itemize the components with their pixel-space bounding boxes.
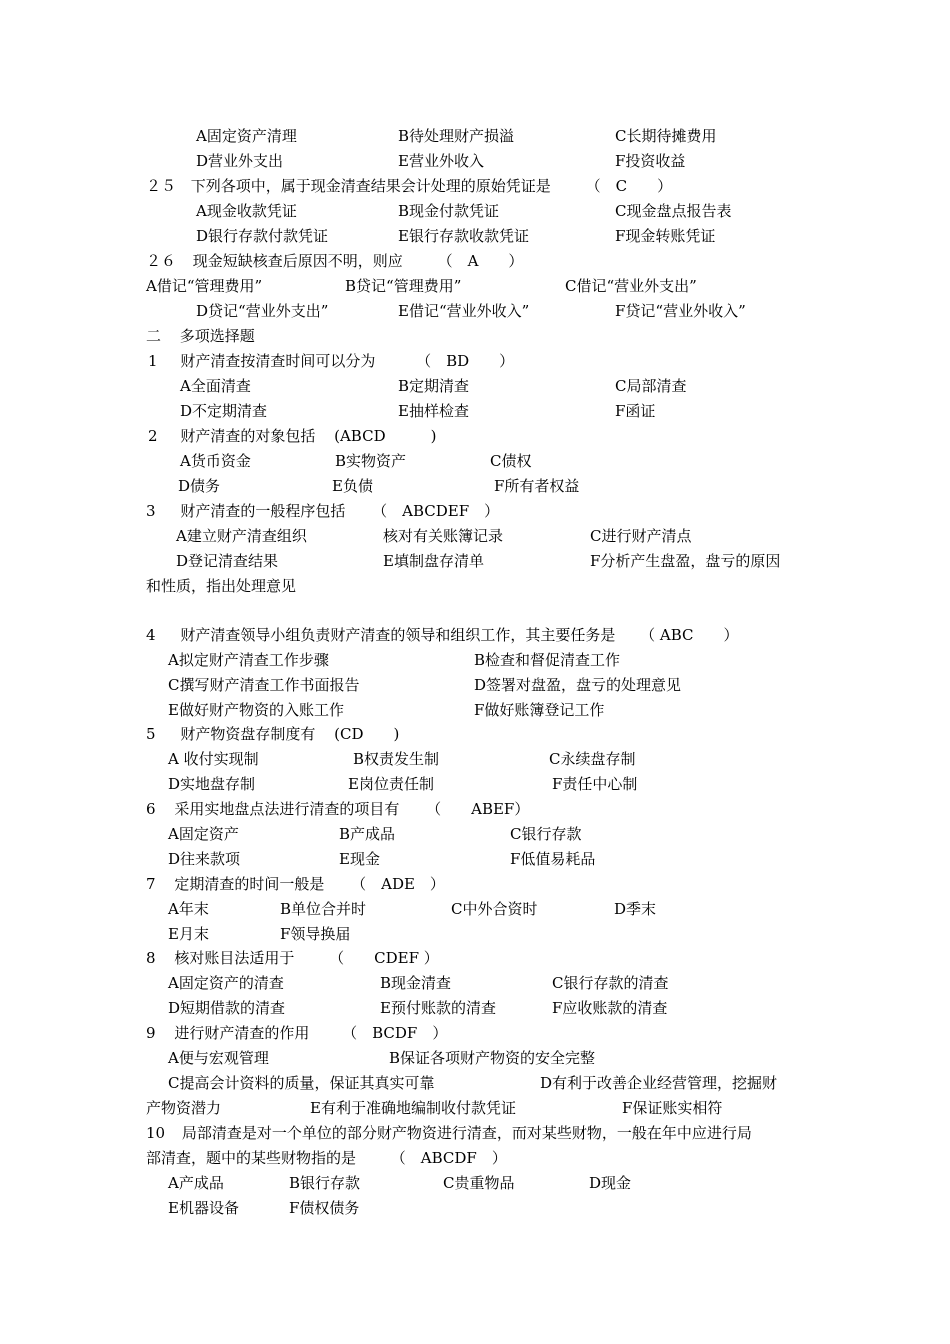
question-answer: （ A ） [437, 252, 524, 270]
option: C长期待摊费用 [615, 127, 717, 145]
question-7 [146, 873, 445, 895]
option: D往来款项 [168, 850, 241, 868]
option: C银行存款的清查 [552, 974, 669, 992]
question-number: 4 [146, 626, 156, 644]
question-25 [146, 175, 672, 197]
section-number: 二 [146, 327, 162, 345]
question-1 [146, 350, 514, 372]
option: C进行财产清点 [590, 527, 692, 545]
option: E机器设备 [168, 1199, 239, 1217]
option: B定期清查 [398, 377, 470, 395]
option: B银行存款 [289, 1174, 361, 1192]
option: D现金 [589, 1174, 632, 1192]
option: E借记“营业外收入” [398, 302, 530, 320]
option: A借记“管理费用” [146, 277, 263, 295]
option: F领导换届 [280, 925, 351, 943]
question-9 [146, 1022, 447, 1044]
question-text: 下列各项中，属于现金清查结果会计处理的原始凭证是 [190, 177, 551, 195]
option: D不定期清查 [180, 402, 268, 420]
option: C永续盘存制 [549, 750, 636, 768]
question-5 [146, 723, 399, 745]
question-number: 8 [146, 949, 156, 967]
option: E银行存款收款凭证 [398, 227, 529, 245]
option: B产成品 [339, 825, 396, 843]
option: E有利于准确地编制收付款凭证 [310, 1099, 516, 1117]
option: F应收账款的清查 [552, 999, 668, 1017]
continuation-text: 和性质，指出处理意见 [146, 577, 297, 595]
option: E营业外收入 [398, 152, 484, 170]
question-number: 5 [146, 725, 156, 743]
question-3 [146, 500, 499, 522]
question-number: 2 [148, 427, 158, 445]
question-answer: （ CDEF ） [329, 949, 439, 967]
option: A固定资产的清查 [168, 974, 284, 992]
option: B权责发生制 [353, 750, 440, 768]
question-26 [146, 250, 523, 272]
question-answer: （ BD ） [416, 352, 515, 370]
option: F所有者权益 [494, 477, 580, 495]
question-text: 局部清查是对一个单位的部分财产物资进行清查，而对某些财物，一般在年中应进行局 [181, 1124, 752, 1142]
question-4 [146, 624, 739, 646]
option: B现金付款凭证 [398, 202, 500, 220]
option: C债权 [490, 452, 532, 470]
question-answer: （ BCDF ） [342, 1024, 448, 1042]
question-number: ２６ [146, 252, 177, 270]
option: C局部清查 [615, 377, 687, 395]
question-number: 9 [146, 1024, 156, 1042]
option: B检查和督促清查工作 [474, 651, 621, 669]
question-answer: （ ABEF） [426, 800, 530, 818]
option: C贵重物品 [443, 1174, 515, 1192]
question-number: 10 [146, 1124, 166, 1142]
option: A现金收款凭证 [196, 202, 297, 220]
question-answer: (ABCD ) [334, 427, 437, 445]
option: F责任中心制 [552, 775, 638, 793]
option: F贷记“营业外收入” [615, 302, 746, 320]
option: D贷记“营业外支出” [196, 302, 329, 320]
option: B待处理财产损溢 [398, 127, 515, 145]
option: A 收付实现制 [168, 750, 259, 768]
question-number: ２５ [146, 177, 177, 195]
option: B贷记“管理费用” [345, 277, 462, 295]
question-answer: (CD ) [334, 725, 400, 743]
option: F分析产生盘盈，盘亏的原因 [590, 552, 781, 570]
option: F函证 [615, 402, 656, 420]
option: C现金盘点报告表 [615, 202, 732, 220]
option: A固定资产清理 [196, 127, 297, 145]
question-10 [146, 1122, 752, 1144]
option: E月末 [168, 925, 209, 943]
option: F投资收益 [615, 152, 686, 170]
question-text: 定期清查的时间一般是 [174, 875, 325, 893]
question-text: 财产清查领导小组负责财产清查的领导和组织工作，其主要任务是 [180, 626, 616, 644]
question-6 [146, 798, 529, 820]
option: D登记清查结果 [176, 552, 279, 570]
option: E填制盘存清单 [383, 552, 484, 570]
option: A拟定财产清查工作步骤 [168, 651, 329, 669]
question-text: 采用实地盘点法进行清查的项目有 [174, 800, 400, 818]
question-text: 财产清查的对象包括 [180, 427, 316, 445]
option: D短期借款的清查 [168, 999, 286, 1017]
question-10-continuation [146, 1147, 507, 1169]
option: B现金清查 [380, 974, 452, 992]
option: D季末 [614, 900, 657, 918]
question-text: 财产清查的一般程序包括 [180, 502, 346, 520]
option: A建立财产清查组织 [176, 527, 307, 545]
option: D实地盘存制 [168, 775, 256, 793]
option: F保证账实相符 [622, 1099, 723, 1117]
option: B保证各项财产物资的安全完整 [389, 1049, 596, 1067]
option: C撰写财产清查工作书面报告 [168, 676, 360, 694]
option: E岗位责任制 [348, 775, 434, 793]
option: C借记“营业外支出” [565, 277, 697, 295]
question-number: 7 [146, 875, 156, 893]
option: F现金转账凭证 [615, 227, 716, 245]
option: E抽样检查 [398, 402, 469, 420]
question-answer: （ ABCDF ） [390, 1149, 507, 1167]
option: D银行存款付款凭证 [196, 227, 329, 245]
option: E现金 [339, 850, 380, 868]
question-text: 核对账目法适用于 [174, 949, 295, 967]
option: 产物资潜力 [146, 1099, 222, 1117]
option: F债权债务 [289, 1199, 360, 1217]
option: B实物资产 [335, 452, 407, 470]
option: D营业外支出 [196, 152, 284, 170]
section-heading [146, 325, 255, 347]
option: C银行存款 [510, 825, 582, 843]
question-answer: （ C ） [585, 177, 673, 195]
option: A固定资产 [168, 825, 239, 843]
option: F做好账簿登记工作 [474, 701, 605, 719]
question-number: 3 [146, 502, 156, 520]
question-text: 财产物资盘存制度有 [180, 725, 316, 743]
option: D债务 [178, 477, 221, 495]
question-text: 现金短缺核查后原因不明，则应 [192, 252, 403, 270]
option: A年末 [168, 900, 209, 918]
question-answer: （ ABC ） [640, 626, 739, 644]
option: E负债 [332, 477, 373, 495]
question-text: 部清查，题中的某些财物指的是 [146, 1149, 357, 1167]
option: E预付账款的清查 [380, 999, 496, 1017]
question-answer: （ ABCDEF ） [372, 502, 500, 520]
option: B单位合并时 [280, 900, 367, 918]
option: D有利于改善企业经营管理，挖掘财 [540, 1074, 778, 1092]
question-2 [146, 425, 436, 447]
option: A便与宏观管理 [168, 1049, 269, 1067]
question-8 [146, 947, 439, 969]
option: A全面清查 [180, 377, 251, 395]
option: D签署对盘盈，盘亏的处理意见 [474, 676, 682, 694]
question-number: 6 [146, 800, 156, 818]
option: A产成品 [168, 1174, 224, 1192]
question-text: 进行财产清查的作用 [174, 1024, 310, 1042]
question-number: 1 [148, 352, 158, 370]
section-title: 多项选择题 [179, 327, 255, 345]
option: C中外合资时 [451, 900, 538, 918]
option: C提高会计资料的质量，保证其真实可靠 [168, 1074, 435, 1092]
question-text: 财产清查按清查时间可以分为 [180, 352, 376, 370]
question-answer: （ ADE ） [351, 875, 445, 893]
option: F低值易耗品 [510, 850, 596, 868]
option: A货币资金 [180, 452, 251, 470]
option: E做好财产物资的入账工作 [168, 701, 344, 719]
option: 核对有关账簿记录 [383, 527, 504, 545]
